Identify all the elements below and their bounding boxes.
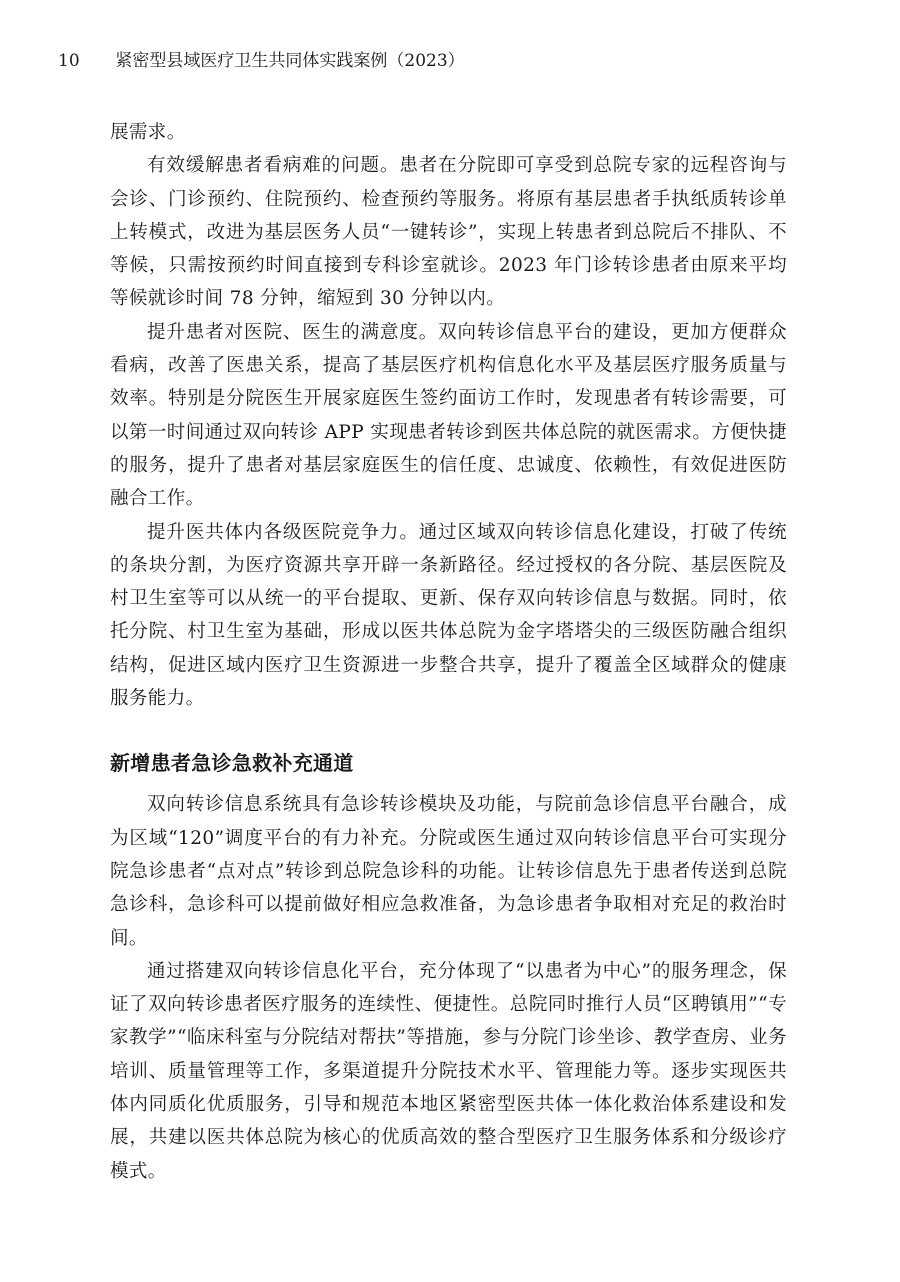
paragraph-continuation: 展需求。 — [110, 122, 186, 143]
paragraph-emergency-module: 双向转诊信息系统具有急诊转诊模块及功能，与院前急诊信息平台融合，成为区域“120”调度平台的有力补充。分院或医生通过双向转诊信息平台可实现分院急诊患者“点对点”转诊到总院急诊科的功能。让转诊信息先于患者传送到总院急诊科，急诊科可以提前做好相应急救准备，为急诊患者争取相对充足的救治时间。 — [110, 794, 787, 949]
page-body — [110, 116, 787, 1188]
paragraph-satisfaction: 提升患者对医院、医生的满意度。双向转诊信息平台的建设，更加方便群众看病，改善了医患关系，提高了基层医疗机构信息化水平及基层医疗服务质量与效率。特别是分院医生开展家庭医生签约面访工作时，发现患者有转诊需要，可以第一时间通过双向转诊 APP 实现患者转诊到医共体总院的就医需求。方便快捷的服务，提升了患者对基层家庭医生的信任度、忠诚度、依赖性，有效促进医防融合工作。 — [110, 321, 787, 510]
running-title: 紧密型县域医疗卫生共同体实践案例（2023） — [115, 51, 465, 71]
section-heading: 新增患者急诊急救补充通道 — [110, 751, 354, 776]
paragraph-patient-centered: 通过搭建双向转诊信息化平台，充分体现了“以患者为中心”的服务理念，保证了双向转诊患者医疗服务的连续性、便捷性。总院同时推行人员“区聘镇用”“专家教学”“临床科室与分院结对帮扶”等措施，参与分院门诊坐诊、教学查房、业务培训、质量管理等工作，多渠道提升分院技术水平、管理能力等。逐步实现医共体内同质化优质服务，引导和规范本地区紧密型医共体一体化救治体系建设和发展，共建以医共体总院为核心的优质高效的整合型医疗卫生服务体系和分级诊疗模式。 — [110, 960, 787, 1182]
paragraph-competitiveness: 提升医共体内各级医院竞争力。通过区域双向转诊信息化建设，打破了传统的条块分割，为医疗资源共享开辟一条新路径。经过授权的各分院、基层医院及村卫生室等可以从统一的平台提取、更新、保存双向转诊信息与数据。同时，依托分院、村卫生室为基础，形成以医共体总院为金字塔塔尖的三级医防融合组织结构，促进区域内医疗卫生资源进一步整合共享，提升了覆盖全区域群众的健康服务能力。 — [110, 521, 787, 710]
running-header — [58, 46, 840, 76]
page-number: 10 — [58, 51, 80, 71]
paragraph-ease-difficulty: 有效缓解患者看病难的问题。患者在分院即可享受到总院专家的远程咨询与会诊、门诊预约、住院预约、检查预约等服务。将原有基层患者手执纸质转诊单上转模式，改进为基层医务人员“一键转诊”，实现上转患者到总院后不排队、不等候，只需按预约时间直接到专科诊室就诊。2023 年门诊转诊患者由原来平均等候就诊时间 78 分钟，缩短到 30 分钟以内。 — [110, 155, 787, 310]
